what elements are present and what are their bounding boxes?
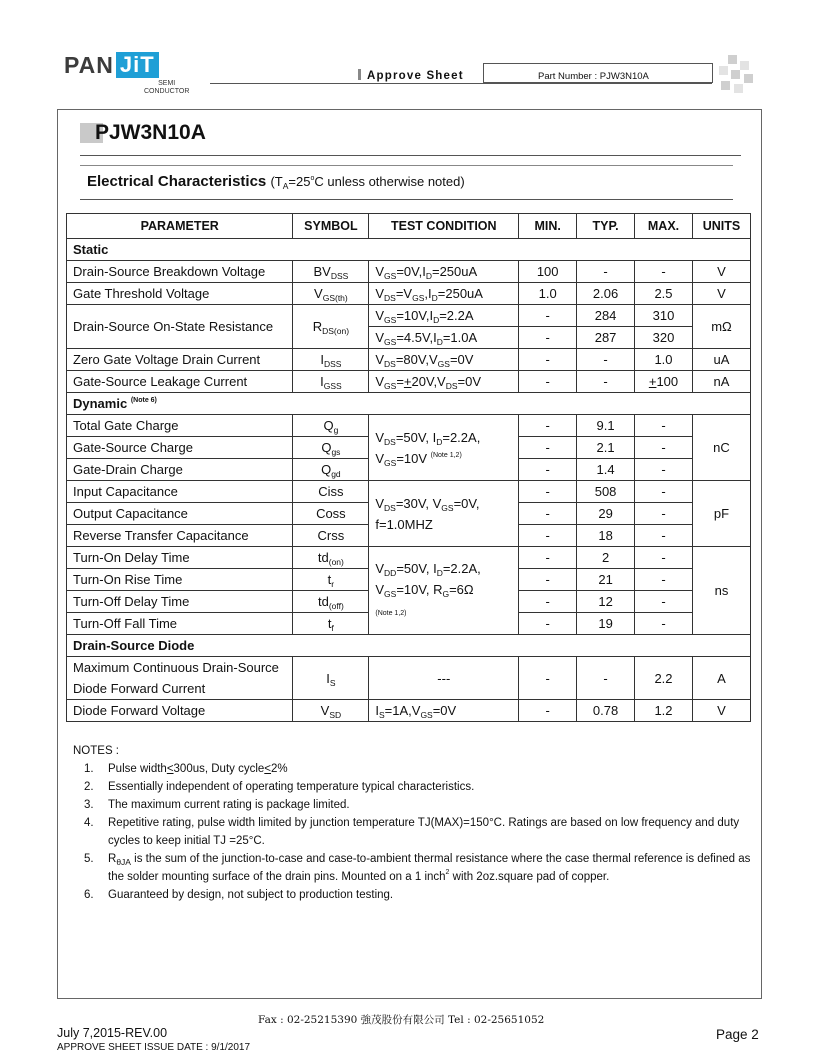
section-diode-label: Drain-Source Diode [67, 635, 751, 657]
symbol-cell: $I_S$ [293, 657, 369, 700]
min-cell: - [519, 371, 577, 393]
table-row [67, 415, 751, 437]
symbol-cell: $Q_g$ [293, 415, 369, 437]
typ-cell: 284 [577, 305, 635, 327]
condition-cell: $V_{DS}=80V,V_{GS}=0V$ [369, 349, 519, 371]
symbol-cell: $V_{GS(th)}$ [293, 283, 369, 305]
min-cell: - [519, 503, 577, 525]
typ-cell: - [577, 371, 635, 393]
max-cell: - [635, 591, 693, 613]
typ-cell: 2.06 [577, 283, 635, 305]
param-line-1: Maximum Continuous Drain-Source [73, 660, 279, 675]
max-cell: - [635, 525, 693, 547]
condition-cell: --- [369, 657, 519, 700]
condition-cell-switching: $V_{DD}=50V$, $I_D=2.2A$, $V_{GS}=10V$, $R_G=6\Omega$ (Note 1,2) [369, 547, 519, 635]
typ-cell: 9.1 [577, 415, 635, 437]
col-header-min: MIN. [519, 214, 577, 239]
col-header-test-condition: TEST CONDITION [369, 214, 519, 239]
table-row [67, 349, 751, 371]
note-item [73, 886, 758, 904]
param-cell: Diode Forward Voltage [67, 700, 293, 722]
min-cell: - [519, 657, 577, 700]
condition-cell: $I_S=1A,V_{GS}=0V$ [369, 700, 519, 722]
table-row [67, 481, 751, 503]
typ-cell: 12 [577, 591, 635, 613]
units-cell: V [692, 261, 750, 283]
param-cell: Drain-Source Breakdown Voltage [67, 261, 293, 283]
param-cell: Total Gate Charge [67, 415, 293, 437]
col-header-units: UNITS [692, 214, 750, 239]
max-cell: 1.0 [635, 349, 693, 371]
param-cell: Gate-Source Charge [67, 437, 293, 459]
symbol-cell: $t_f$ [293, 613, 369, 635]
param-cell: Input Capacitance [67, 481, 293, 503]
table-row [67, 700, 751, 722]
logo-subtitle [144, 80, 189, 96]
param-cell: Gate-Source Leakage Current [67, 371, 293, 393]
note-text: Repetitive rating, pulse width limited by junction temperature TJ(MAX)=150°C. Ratings are based on low frequency and duty cycles to keep initial TJ =25°C. [108, 817, 740, 847]
symbol-cell: $t_r$ [293, 569, 369, 591]
min-cell: 1.0 [519, 283, 577, 305]
max-cell: - [635, 459, 693, 481]
col-header-typ: TYP. [577, 214, 635, 239]
condition-cell: $V_{GS}=+20V,V_{DS}=0V$ [369, 371, 519, 393]
symbol-cell: $I_{DSS}$ [293, 349, 369, 371]
symbol-cell: $V_{SD}$ [293, 700, 369, 722]
dynamic-note-ref: (Note 6) [130, 397, 157, 404]
units-cell: nA [692, 371, 750, 393]
note-number: 6. [84, 889, 94, 901]
max-cell: - [635, 481, 693, 503]
min-cell: - [519, 327, 577, 349]
max-cell: 2.5 [635, 283, 693, 305]
condition-cell: $V_{GS}=4.5V,I_D=1.0A$ [369, 327, 519, 349]
typ-cell: - [577, 349, 635, 371]
typ-cell: - [577, 261, 635, 283]
typ-cell: 508 [577, 481, 635, 503]
note-item [73, 778, 758, 796]
logo-pan-text: PAN [64, 52, 114, 78]
min-cell: - [519, 305, 577, 327]
table-row [67, 283, 751, 305]
note-number: 5. [84, 853, 94, 865]
min-cell: - [519, 525, 577, 547]
symbol-cell: $I_{GSS}$ [293, 371, 369, 393]
min-cell: - [519, 415, 577, 437]
symbol-cell: $BV_{DSS}$ [293, 261, 369, 283]
symbol-cell: $Q_{gd}$ [293, 459, 369, 481]
units-cell: A [692, 657, 750, 700]
footer-issue-date: APPROVE SHEET ISSUE DATE : 9/1/2017 [57, 1042, 251, 1053]
param-cell: Turn-On Delay Time [67, 547, 293, 569]
units-cell: ns [692, 547, 750, 635]
typ-cell: 18 [577, 525, 635, 547]
units-cell: nC [692, 415, 750, 481]
note-text: Guaranteed by design, not subject to production testing. [108, 889, 394, 901]
section-title: Electrical Characteristics [87, 173, 267, 190]
param-cell: Turn-Off Fall Time [67, 613, 293, 635]
max-cell: - [635, 547, 693, 569]
min-cell: - [519, 481, 577, 503]
max-cell: 320 [635, 327, 693, 349]
condition-cell: $V_{GS}=0V,I_D=250uA$ [369, 261, 519, 283]
table-row [67, 547, 751, 569]
note-number: 1. [84, 763, 94, 775]
max-cell: 1.2 [635, 700, 693, 722]
col-header-max: MAX. [635, 214, 693, 239]
min-cell: - [519, 700, 577, 722]
notes-header: NOTES : [73, 745, 120, 757]
approve-sheet-label [358, 69, 464, 82]
condition-cell: $V_{DS}=V_{GS},I_D=250uA$ [369, 283, 519, 305]
symbol-cell: $td_{(off)}$ [293, 591, 369, 613]
approve-sheet-text: Approve Sheet [367, 70, 464, 82]
header-rule [210, 83, 712, 84]
max-cell: - [635, 415, 693, 437]
symbol-cell: Coss [293, 503, 369, 525]
section-row-static [67, 239, 751, 261]
section-condition: ($T_A=25^oC$ unless otherwise noted) [270, 174, 465, 191]
note-text: The maximum current rating is package limited. [108, 799, 350, 811]
logo-sub-semi: SEMI [158, 80, 176, 87]
typ-cell: 19 [577, 613, 635, 635]
max-cell: 2.2 [635, 657, 693, 700]
max-cell: 310 [635, 305, 693, 327]
max-cell: - [635, 261, 693, 283]
dynamic-label-text: Dynamic [73, 396, 128, 411]
note-text: Essentially independent of operating temperature typical characteristics. [108, 781, 475, 793]
units-cell: pF [692, 481, 750, 547]
min-cell: - [519, 459, 577, 481]
electrical-characteristics-table [66, 213, 751, 722]
section-rule-top [80, 165, 733, 166]
condition-cell-capacitance: $V_{DS}=30V$, $V_{GS}=0V$, f=1.0MHZ [369, 481, 519, 547]
units-cell: V [692, 283, 750, 305]
symbol-cell: $td_{(on)}$ [293, 547, 369, 569]
typ-cell: 29 [577, 503, 635, 525]
max-cell: - [635, 613, 693, 635]
notes-block [73, 742, 758, 904]
units-cell: uA [692, 349, 750, 371]
table-row [67, 371, 751, 393]
switching-note-ref: (Note 1,2) [375, 609, 407, 617]
param-cell: Turn-On Rise Time [67, 569, 293, 591]
min-cell: - [519, 349, 577, 371]
max-cell: - [635, 569, 693, 591]
symbol-cell: Ciss [293, 481, 369, 503]
typ-cell: 21 [577, 569, 635, 591]
param-cell: Gate Threshold Voltage [67, 283, 293, 305]
note-number: 3. [84, 799, 94, 811]
max-cell: - [635, 437, 693, 459]
param-cell: Gate-Drain Charge [67, 459, 293, 481]
section-static-label: Static [67, 239, 751, 261]
section-rule-bottom [80, 199, 733, 200]
section-row-diode [67, 635, 751, 657]
param-cell: Turn-Off Delay Time [67, 591, 293, 613]
title-rule [80, 155, 741, 156]
table-row [67, 261, 751, 283]
min-cell: - [519, 547, 577, 569]
min-cell: - [519, 591, 577, 613]
min-cell: - [519, 437, 577, 459]
table-row [67, 657, 751, 700]
note-item [73, 814, 758, 850]
param-cell: Reverse Transfer Capacitance [67, 525, 293, 547]
footer-contact: Fax : 02-25215390 強茂股份有限公司 Tel : 02-25651052 [258, 1014, 545, 1026]
min-cell: 100 [519, 261, 577, 283]
typ-cell: 2 [577, 547, 635, 569]
symbol-cell: $Q_{gs}$ [293, 437, 369, 459]
table-row [67, 305, 751, 327]
part-number-text: Part Number : PJW3N10A [538, 71, 649, 82]
part-number-box [483, 63, 713, 83]
section-heading [87, 173, 465, 190]
units-cell: mΩ [692, 305, 750, 349]
min-cell: - [519, 569, 577, 591]
typ-cell: 0.78 [577, 700, 635, 722]
table-header-row [67, 214, 751, 239]
typ-cell: 1.4 [577, 459, 635, 481]
note-item: 5. $R_{\theta JA}$ is the sum of the junction-to-case and case-to-ambient thermal resistance where the case thermal reference is defined as the solder mounting surface of the drain pins. Mounted on a 1 inch$^2$ with 2oz.square pad of copper. [73, 850, 758, 886]
units-cell: V [692, 700, 750, 722]
typ-cell: 2.1 [577, 437, 635, 459]
note-number: 2. [84, 781, 94, 793]
page-title: PJW3N10A [95, 121, 206, 144]
typ-cell: 287 [577, 327, 635, 349]
max-cell: - [635, 503, 693, 525]
condition-cell: $V_{GS}=10V,I_D=2.2A$ [369, 305, 519, 327]
panjit-logo [64, 52, 190, 95]
section-dynamic-label [67, 393, 751, 415]
symbol-cell: Crss [293, 525, 369, 547]
checker-decoration-icon [716, 55, 756, 95]
logo-sub-conductor: CONDUCTOR [144, 88, 190, 95]
typ-cell: - [577, 657, 635, 700]
logo-jit-text: JiT [116, 52, 159, 78]
col-header-symbol: SYMBOL [293, 214, 369, 239]
param-cell: Zero Gate Voltage Drain Current [67, 349, 293, 371]
note-item: 1. Pulse width<300us, Duty cycle<2% [73, 760, 758, 778]
note-item [73, 796, 758, 814]
page-number: Page 2 [716, 1027, 759, 1042]
param-cell: Output Capacitance [67, 503, 293, 525]
param-line-2: Diode Forward Current [73, 681, 206, 696]
min-cell: - [519, 613, 577, 635]
symbol-cell: $R_{DS(on)}$ [293, 305, 369, 349]
footer-revision-date: July 7,2015-REV.00 [57, 1026, 168, 1040]
condition-cell-gate-charge: $V_{DS}=50V$, $I_D=2.2A$, $V_{GS}=10V$ $^{(Note 1,2)}$ [369, 415, 519, 481]
col-header-parameter: PARAMETER [67, 214, 293, 239]
note-number: 4. [84, 817, 94, 829]
param-cell [67, 657, 293, 700]
approve-bar-icon [358, 69, 361, 80]
max-cell: +100 [635, 371, 693, 393]
section-row-dynamic [67, 393, 751, 415]
param-cell: Drain-Source On-State Resistance [67, 305, 293, 349]
